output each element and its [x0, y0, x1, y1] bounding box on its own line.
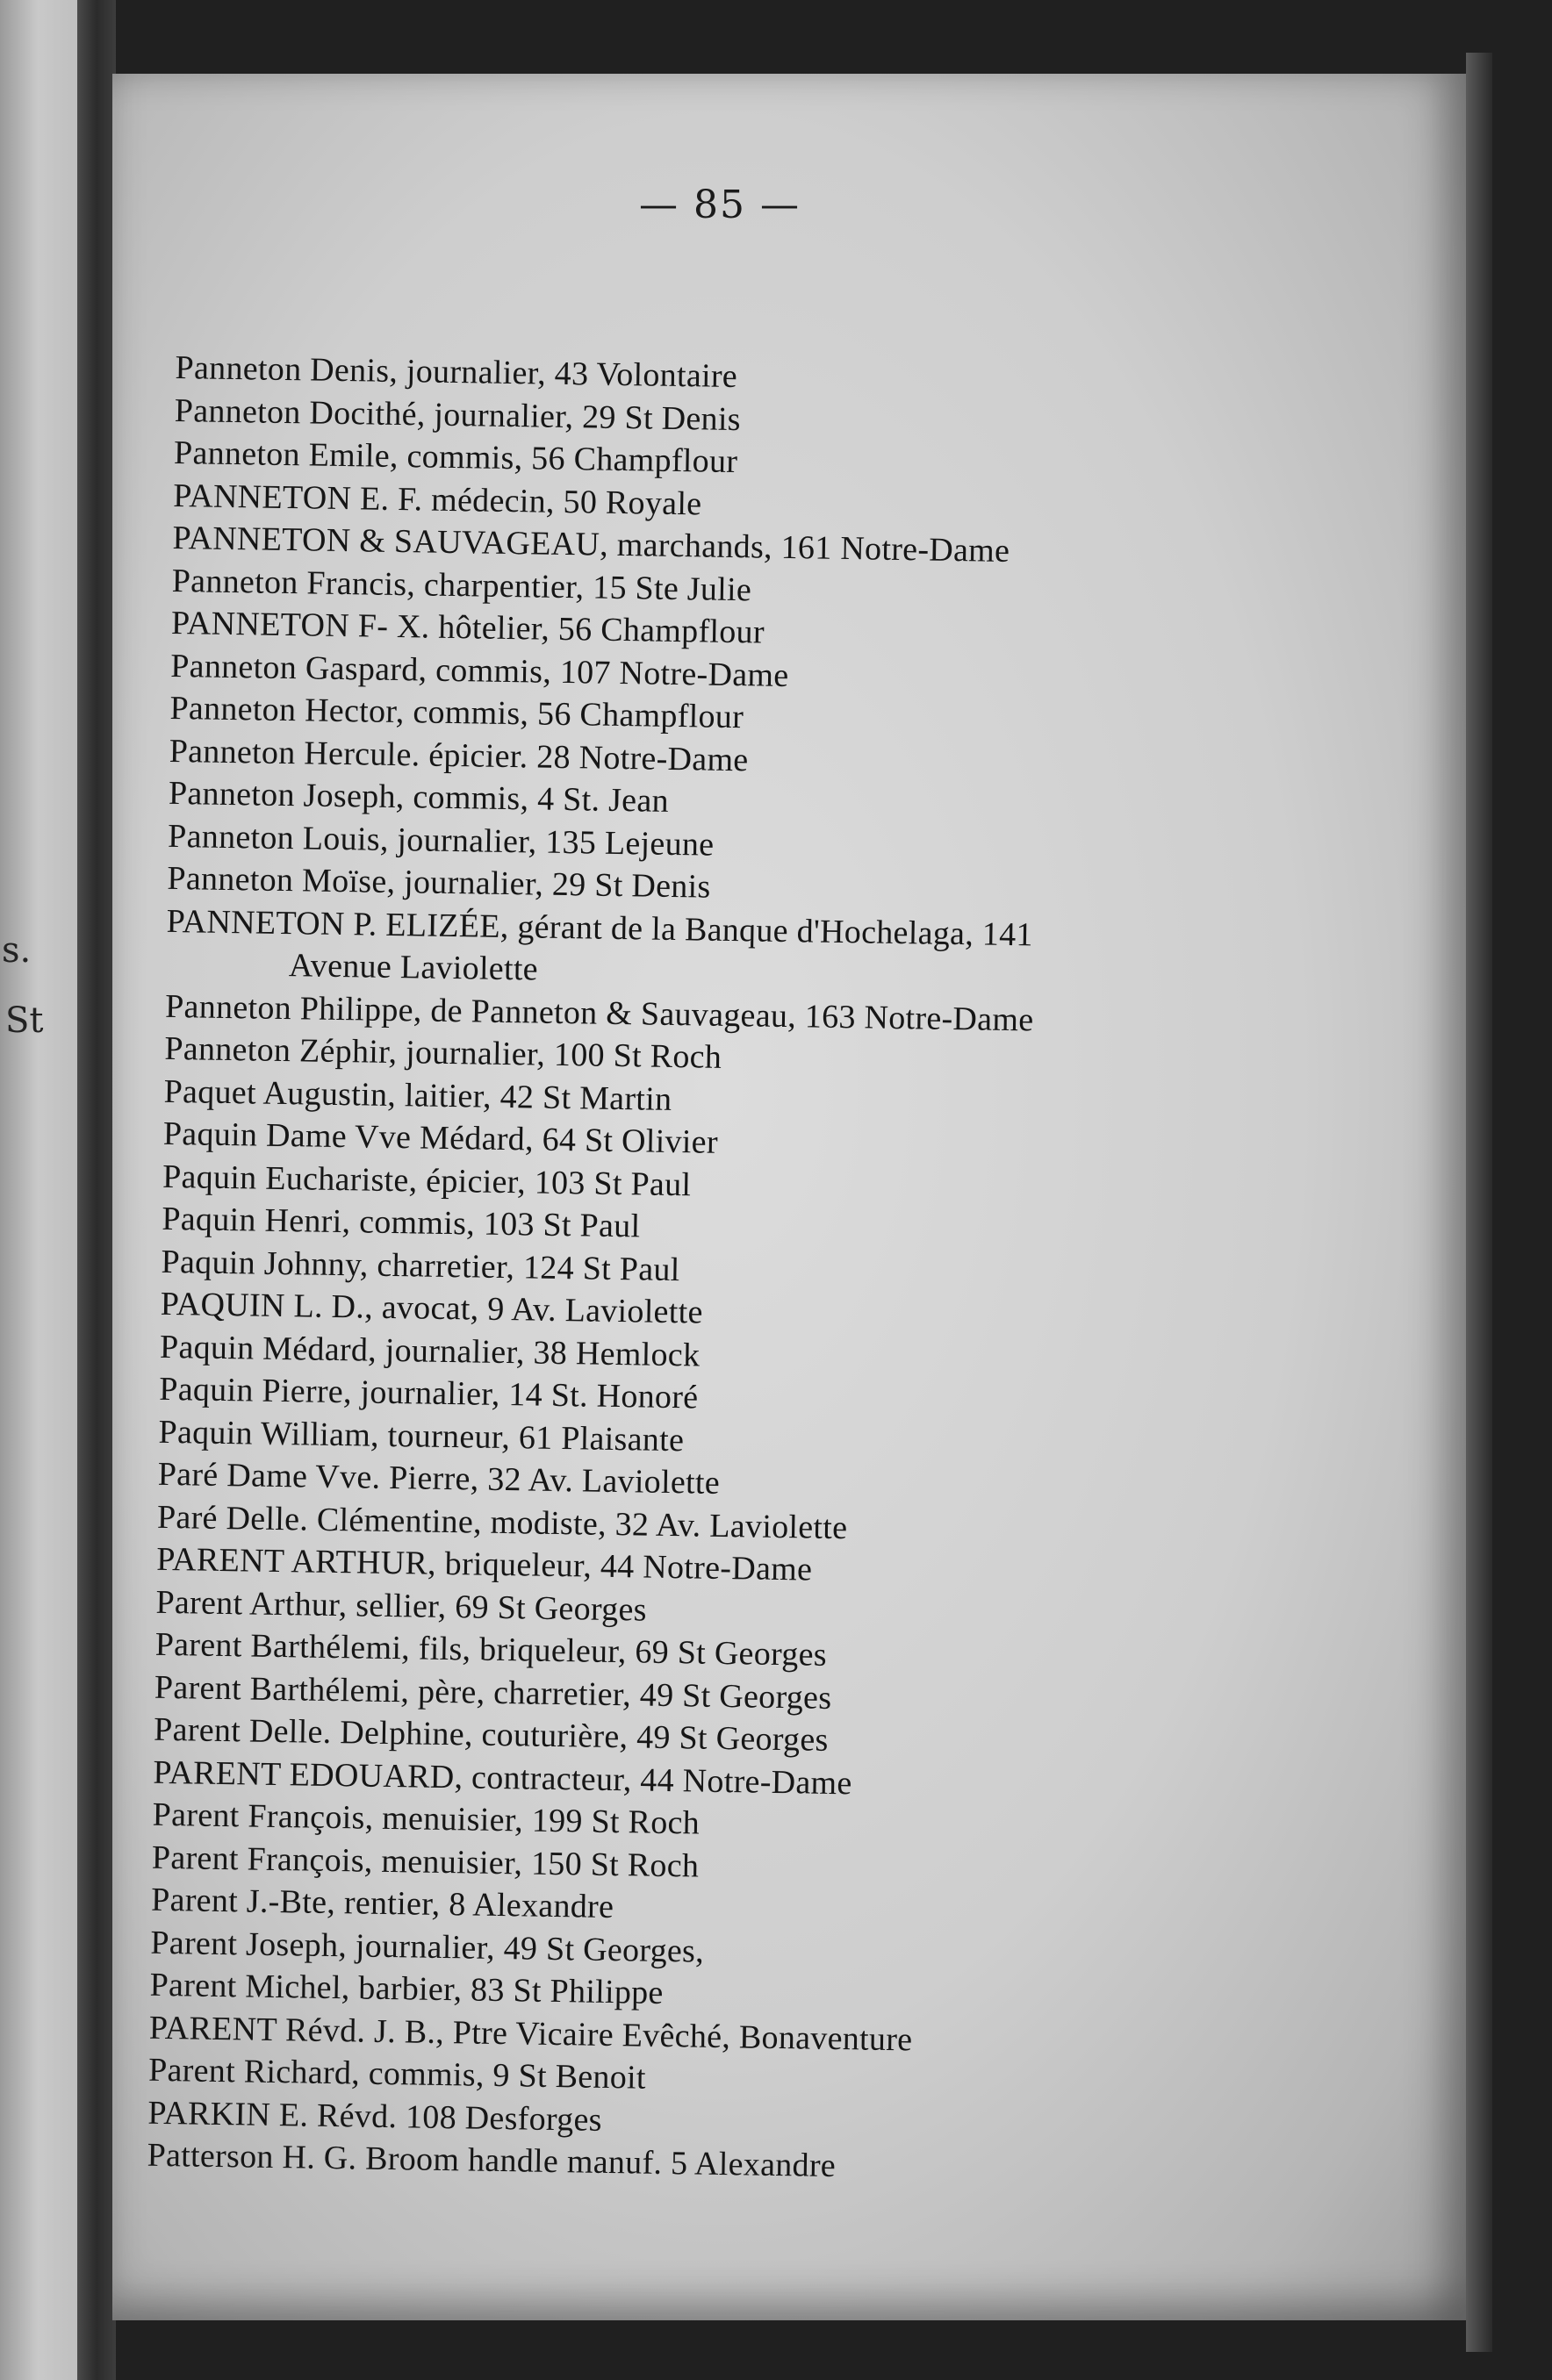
directory-entry: Parent Barthélemi, fils, briqueleur, 69 St Georges — [154, 1625, 828, 1674]
directory-entry: PARKIN E. Révd. 108 Desforges — [147, 2094, 603, 2139]
directory-entry: Parent Richard, commis, 9 St Benoit — [147, 2051, 647, 2097]
directory-entry: Paquin Johnny, charretier, 124 St Paul — [161, 1243, 680, 1288]
directory-entry: Panneton Docithé, journalier, 29 St Denis — [174, 391, 742, 438]
directory-entry: Parent Michel, barbier, 83 St Philippe — [149, 1966, 664, 2011]
directory-entry: Panneton Emile, commis, 56 Champflour — [173, 434, 738, 481]
directory-entry: Parent Delle. Delphine, couturière, 49 St Georges — [153, 1710, 829, 1759]
directory-entry: Panneton Gaspard, commis, 107 Notre-Dame — [169, 647, 789, 694]
left-page-margin — [0, 0, 84, 2380]
directory-entry: Paquin Pierre, journalier, 14 St. Honoré — [159, 1370, 699, 1416]
directory-entry: Parent François, menuisier, 199 St Roch — [152, 1796, 701, 1842]
directory-entry: PANNETON P. ELIZÉE, gérant de la Banque d'Hochelaga, 141 — [166, 902, 1034, 953]
book-gutter — [77, 0, 116, 2380]
directory-entry: Paquin Médard, journalier, 38 Hemlock — [159, 1328, 701, 1374]
directory-entry: Paquin Euchariste, épicier, 103 St Paul — [162, 1158, 692, 1203]
directory-entry: PAQUIN L. D., avocat, 9 Av. Laviolette — [160, 1285, 704, 1331]
directory-entry-continuation: Avenue Laviolette — [288, 947, 539, 988]
left-page-fragment: St — [5, 1000, 44, 1041]
directory-entries — [147, 347, 1317, 2195]
directory-entry: Paquin William, tourneur, 61 Plaisante — [158, 1413, 685, 1459]
directory-entry: Panneton Philippe, de Panneton & Sauvageau, 163 Notre-Dame — [164, 987, 1034, 1038]
directory-entry: Parent François, menuisier, 150 St Roch — [151, 1839, 700, 1885]
directory-entry: Panneton Denis, journalier, 43 Volontaire — [175, 348, 738, 396]
directory-entry: Panneton Louis, journalier, 135 Lejeune — [167, 817, 715, 864]
directory-entry: PARENT EDOUARD, contracteur, 44 Notre-Dame — [153, 1753, 852, 1802]
directory-entry: Panneton Francis, charpentier, 15 Ste Julie — [171, 562, 752, 608]
directory-entry: Paré Dame Vve. Pierre, 32 Av. Laviolette — [157, 1455, 721, 1502]
left-page-fragment: s. — [2, 930, 32, 971]
directory-entry: Parent Arthur, sellier, 69 St Georges — [155, 1583, 648, 1629]
directory-entry: PANNETON E. F. médecin, 50 Royale — [173, 477, 702, 522]
directory-entry: Paquet Augustin, laitier, 42 St Martin — [163, 1072, 672, 1118]
directory-entry: Paré Delle. Clémentine, modiste, 32 Av. Laviolette — [156, 1498, 848, 1546]
page-number: — 85 — — [639, 183, 801, 227]
directory-entry: Parent Joseph, journalier, 49 St Georges, — [150, 1924, 705, 1970]
directory-entry: Panneton Hercule. épicier. 28 Notre-Dame — [169, 732, 749, 778]
directory-entry: Paquin Dame Vve Médard, 64 St Olivier — [162, 1115, 719, 1161]
directory-entry: PANNETON & SAUVAGEAU, marchands, 161 Notre-Dame — [172, 519, 1010, 570]
directory-entry: Panneton Hector, commis, 56 Champflour — [169, 689, 744, 736]
directory-entry: PARENT Révd. J. B., Ptre Vicaire Evêché, Bonaventure — [148, 2009, 913, 2058]
page-edge-shadow — [1466, 53, 1492, 2352]
directory-entry: Patterson H. G. Broom handle manuf. 5 Alexandre — [147, 2136, 837, 2185]
directory-entry: Paquin Henri, commis, 103 St Paul — [162, 1200, 641, 1245]
directory-entry: Parent J.-Bte, rentier, 8 Alexandre — [150, 1881, 614, 1926]
directory-entry: Panneton Joseph, commis, 4 St. Jean — [168, 774, 670, 820]
directory-entry: Panneton Zéphir, journalier, 100 St Roch — [164, 1029, 722, 1076]
directory-entry: PANNETON F- X. hôtelier, 56 Champflour — [170, 604, 765, 651]
directory-entry: Parent Barthélemi, père, charretier, 49 St Georges — [154, 1668, 832, 1717]
directory-entry: PARENT ARTHUR, briqueleur, 44 Notre-Dame — [155, 1540, 813, 1588]
directory-entry: Panneton Moïse, journalier, 29 St Denis — [167, 859, 711, 906]
